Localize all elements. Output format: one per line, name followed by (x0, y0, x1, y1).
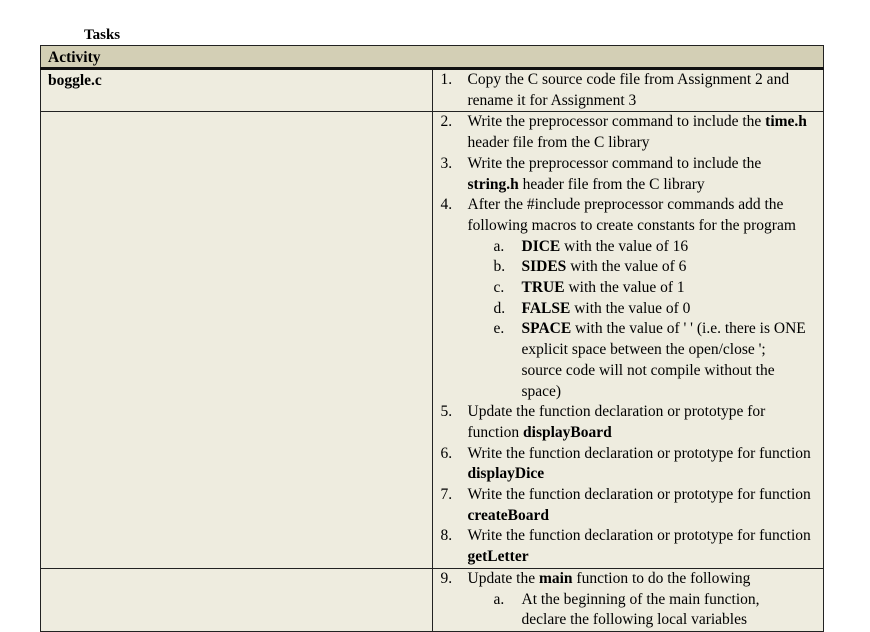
page-title: Tasks (84, 27, 121, 43)
step-item: 1. Copy the C source code file from Assignment 2 and rename it for Assignment 3 (440, 71, 790, 109)
tasks-table (40, 45, 824, 632)
step-item: 5. Update the function declaration or prototype for function displayBoard (440, 403, 766, 441)
step-item: 8. Write the function declaration or prototype for function getLetter (440, 527, 811, 566)
step-item: 7. Write the function declaration or prototype for function createBoard (440, 486, 811, 524)
step-item: 3. Write the preprocessor command to include the string.h header file from the C library (440, 154, 762, 193)
sub-step-item: a. DICE with the value of 16 (493, 237, 689, 255)
file-cell (41, 69, 433, 112)
step-item: 9. Update the main function to do the following a. At the beginning of the main function, declare the following local variables (433, 569, 824, 631)
table-row (41, 69, 824, 112)
file-name: boggle.c (48, 72, 102, 89)
steps-cell (432, 69, 824, 112)
steps-cell (432, 568, 824, 631)
step-item: 6. Write the function declaration or prototype for function displayDice (440, 444, 811, 483)
file-cell (41, 568, 433, 631)
table-header-row (41, 46, 824, 69)
step-item: 2. Write the preprocessor command to include the time.h header file from the C library (440, 113, 807, 152)
sub-step-item: a. At the beginning of the main function, declare the following local variables (493, 590, 760, 629)
activity-header: Activity (41, 46, 824, 69)
file-cell (41, 112, 433, 568)
steps-cell (432, 112, 824, 568)
sub-step-item: e. SPACE with the value of ' ' (i.e. there is ONE explicit space between the open/close '; source code will not compile without the space) (493, 320, 806, 400)
sub-step-item: d. FALSE with the value of 0 (493, 299, 691, 317)
table-row (41, 112, 824, 568)
table-row (41, 568, 824, 631)
step-item: 4. After the #include preprocessor commands add the following macros to create constants for the program a. DICE with the value of 16 b. SIDES with the value of 6 c. TRUE with the value of 1 d. FALSE with the value of 0 e. SPACE with the value of ' ' (i.e. there is ONE explicit space between the open/close '; source code will not compile without the space) (433, 195, 824, 402)
sub-step-item: b. SIDES with the value of 6 (493, 258, 687, 276)
sub-step-item: c. TRUE with the value of 1 (493, 279, 685, 297)
